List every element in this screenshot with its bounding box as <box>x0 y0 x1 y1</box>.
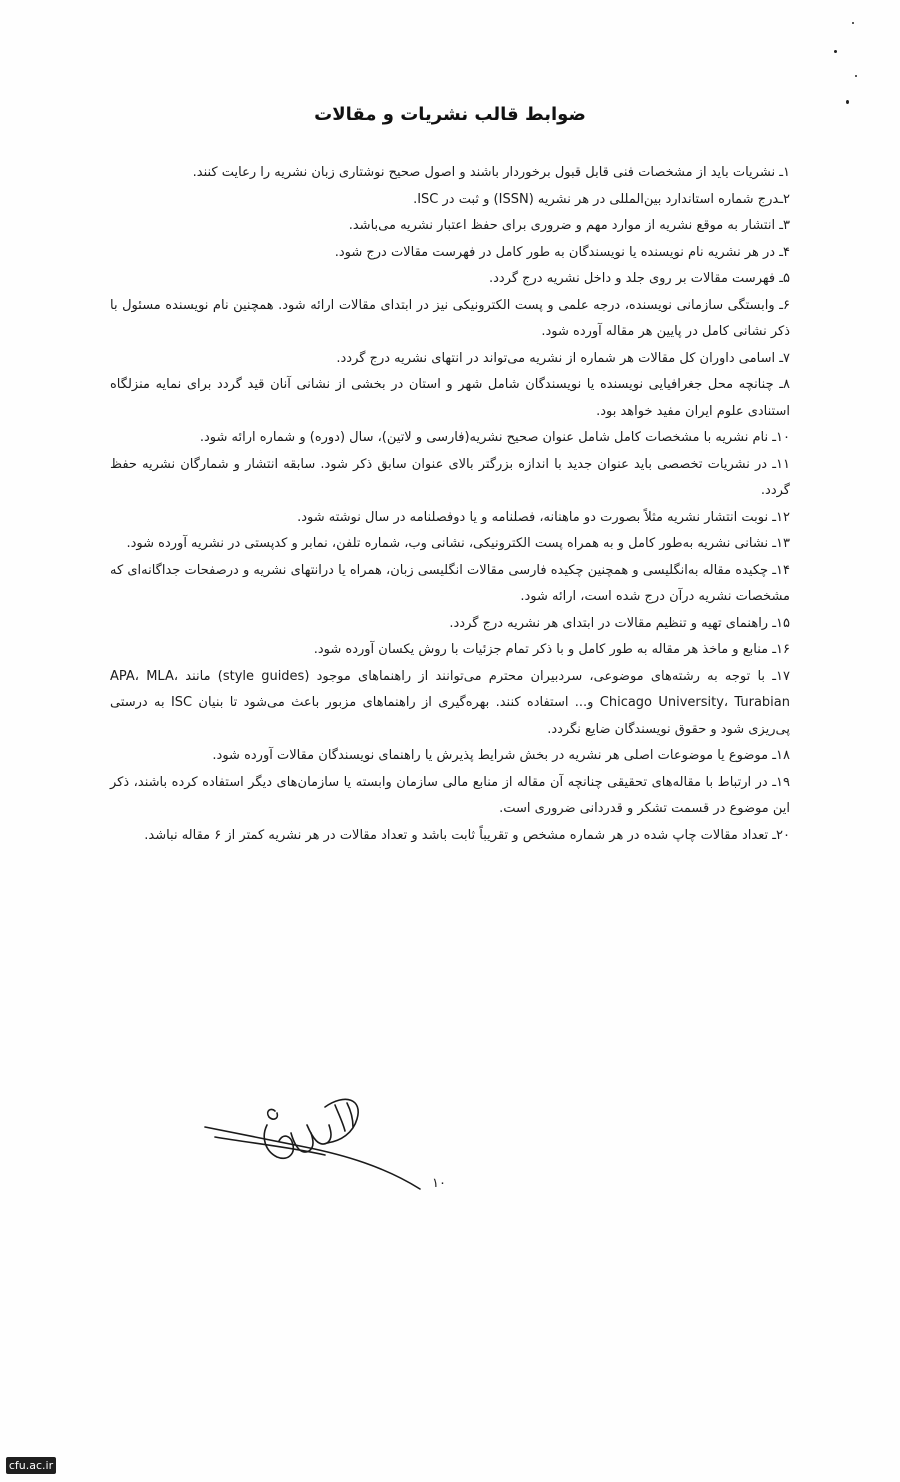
document-title: ضوابط قالب نشریات و مقالات <box>314 104 586 125</box>
rule-item: ۱۵ـ راهنمای تهیه و تنظیم مقالات در ابتدای هر نشریه درج گردد. <box>449 615 790 631</box>
rule-item: ۴ـ در هر نشریه نام نویسنده یا نویسندگان به طور کامل در فهرست مقالات درج شود. <box>334 244 790 260</box>
page-number: ۱۰ <box>432 1176 446 1191</box>
scan-speck <box>852 22 854 24</box>
rule-item: ۶ـ وابستگی سازمانی نویسنده، درجه علمی و پست الکترونیکی نیز در ابتدای مقالات ارائه شود. همچنین نام نویسنده مسئول با ذکر نشانی کامل در پایین هر مقاله آورده شود. <box>110 297 790 339</box>
rule-item: ۱ـ نشریات باید از مشخصات فنی قابل قبول برخوردار باشند و اصول صحیح نوشتاری زبان نشریه را رعایت کنند. <box>192 165 790 180</box>
rule-item: ۳ـ انتشار به موقع نشریه از موارد مهم و ضروری برای حفظ اعتبار نشریه می‌باشد. <box>348 218 790 233</box>
rule-item: ۱۹ـ در ارتباط با مقاله‌های تحقیقی چنانچه آن مقاله از منابع مالی سازمان وابسته یا سازمان‌های دیگر استفاده کرده باشند، ذکر این موضوع در قسمت تشکر و قدردانی ضروری است. <box>110 774 790 816</box>
rule-item: ۱۶ـ منابع و ماخذ هر مقاله به طور کامل و با ذکر تمام جزئیات با روش یکسان آورده شود. <box>313 642 790 657</box>
rule-item: ۷ـ اسامی داوران کل مقالات هر شماره از نشریه می‌تواند در انتهای نشریه درج گردد. <box>336 350 790 366</box>
rule-item: ۱۲ـ نوبت انتشار نشریه مثلاً بصورت دو ماهنانه، فصلنامه و یا دوفصلنامه در سال نوشته شود. <box>297 509 790 525</box>
document-body <box>110 160 790 849</box>
rule-item: ۱۸ـ موضوع یا موضوعات اصلی هر نشریه در بخش شرایط پذیرش یا راهنمای نویسندگان مقالات آورده شود. <box>212 748 790 763</box>
rule-item: ۱۳ـ نشانی نشریه به‌طور کامل و به همراه پست الکترونیکی، نشانی وب، شماره تلفن، نمابر و کدپستی در نشریه آورده شود. <box>126 536 790 551</box>
rule-item: ۲۰ـ تعداد مقالات چاپ شده در هر شماره مشخص و تقریباً ثابت باشد و تعداد مقالات در هر نشریه کمتر از ۶ مقاله نباشد. <box>144 827 790 843</box>
handwritten-signature <box>195 1085 435 1205</box>
rule-item: ۱۰ـ نام نشریه با مشخصات کامل شامل عنوان صحیح نشریه(فارسی و لاتین)، سال (دوره) و شماره ارائه شود. <box>199 430 790 445</box>
rule-item: ۱۷ـ با توجه به رشته‌های موضوعی، سردبیران محترم می‌توانند از راهنماهای موجود (style guides) مانند APA، MLA، Chicago University، Turabian و... استفاده کنند. بهره‌گیری از راهنماهای مزبور باعث می‌شود تا بنیان ISC به درستی پی‌ریزی شود و حقوق نویسندگان ضایع نگردد. <box>110 668 791 737</box>
rule-item: ۵ـ فهرست مقالات بر روی جلد و داخل نشریه درج گردد. <box>488 271 790 286</box>
rule-item: ۱۴ـ چکیده مقاله به‌انگلیسی و همچنین چکیده فارسی مقالات انگلیسی زبان، همراه یا درانتهای نشریه و درصفحات جداگانه‌ای که مشخصات نشریه درآن درج شده است، ارائه شود. <box>110 562 790 604</box>
rule-item: ۱۱ـ در نشریات تخصصی باید عنوان جدید با اندازه بزرگتر بالای عنوان سابق ذکر شود. سابقه انتشار و شمارگان نشریه حفظ گردد. <box>110 456 790 498</box>
rule-item: ۲ـدرج شماره استاندارد بین‌المللی در هر نشریه (ISSN) و ثبت در ISC. <box>413 191 790 207</box>
scan-speck <box>855 75 857 77</box>
rule-item: ۸ـ چنانچه محل جغرافیایی نویسنده یا نویسندگان شامل شهر و استان در بخشی از نشانی آنان قید گردد برای نمایه منزلگاه استنادی علوم ایران مفید خواهد بود. <box>110 377 790 419</box>
footer-logo[interactable]: cfu.ac.ir <box>6 1457 56 1474</box>
scan-speck <box>834 50 837 53</box>
